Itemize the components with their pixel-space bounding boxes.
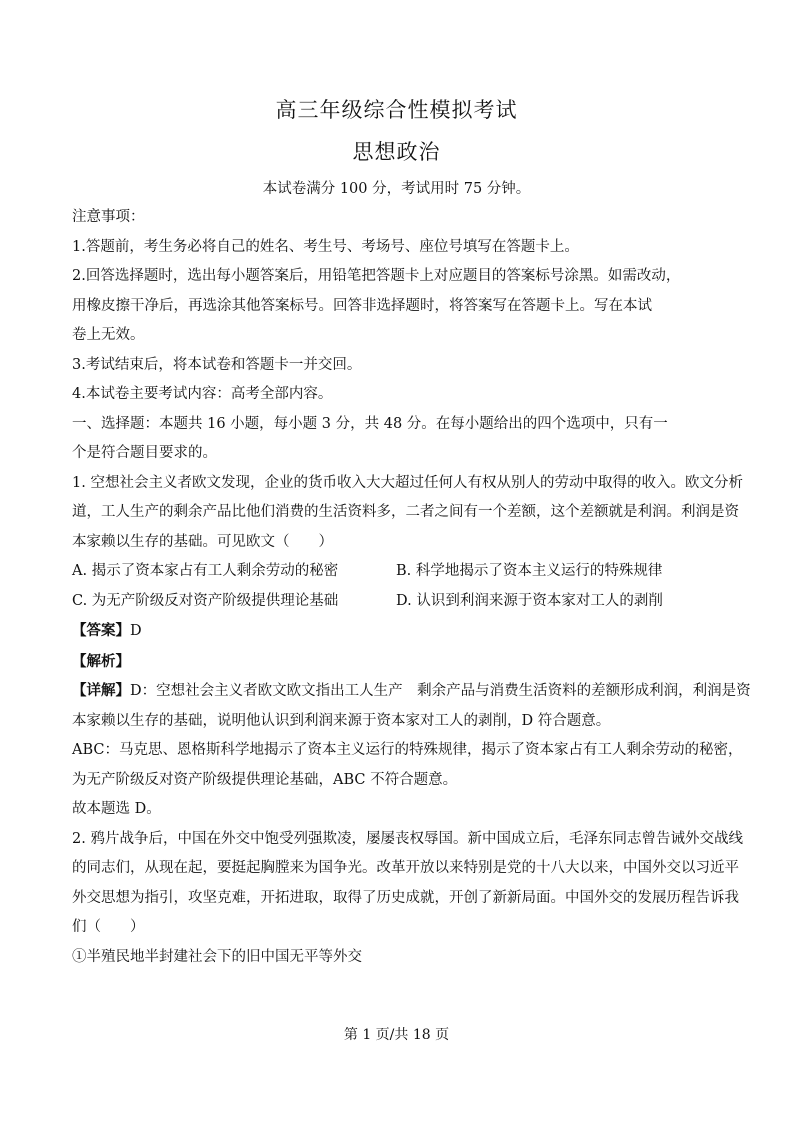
section-heading-line-2: 个是符合题目要求的。 <box>72 445 217 461</box>
q2-item-1: ①半殖民地半封建社会下的旧中国无平等外交 <box>72 948 362 965</box>
q1-option-a: A. 揭示了资本家占有工人剩余劳动的秘密 <box>72 563 339 579</box>
analysis-label: 【解析】 <box>72 652 130 670</box>
note-item-1: 1.答题前，考生务必将自己的姓名、考生号、考场号、座位号填写在答题卡上。 <box>72 238 579 255</box>
q2-stem-line-1: 2. 鸦片战争后，中国在外交中饱受列强欺凌，屡屡丧权辱国。新中国成立后，毛泽东同志曾告诫外交战线 <box>72 830 743 847</box>
exam-info: 本试卷满分 100 分，考试用时 75 分钟。 <box>262 181 531 197</box>
exam-body <box>72 203 751 972</box>
exam-title: 高三年级综合性模拟考试 <box>275 98 518 122</box>
answer-label: 【答案】 <box>72 622 130 639</box>
detail-text: D：空想社会主义者欧文欧文指出工人生产 剩余产品与消费生活资料的差额形成利润，利润是资 <box>130 683 751 699</box>
notes-heading: 注意事项： <box>72 209 145 225</box>
answer-value: D <box>130 623 142 639</box>
note-item-2-line-1: 2.回答选择题时，选出每小题答案后，用铅笔把答题卡上对应题目的答案标号涂黑。如需改动， <box>72 268 681 284</box>
section-heading-line-1: 一、选择题：本题共 16 小题，每小题 3 分，共 48 分。在每小题给出的四个选项中，只有一 <box>72 415 668 432</box>
q2-stem-line-2: 的同志们，从现在起，要挺起胸膛来为国争光。改革开放以来特别是党的十八大以来，中国外交以习近平 <box>72 860 739 876</box>
note-item-2-line-2: 用橡皮擦干净后，再选涂其他答案标号。回答非选择题时，将答案写在答题卡上。写在本试 <box>72 297 652 314</box>
q1-detail-line-4: 为无产阶级反对资产阶级提供理论基础，ABC 不符合题意。 <box>72 771 458 788</box>
note-item-4: 4.本试卷主要考试内容：高考全部内容。 <box>72 386 333 402</box>
q2-stem-line-3: 外交思想为指引，攻坚克难，开拓进取，取得了历史成就，开创了新新局面。中国外交的发展历程告诉我 <box>72 889 739 906</box>
note-item-3: 3.考试结束后，将本试卷和答题卡一并交回。 <box>72 356 362 373</box>
q1-stem-line-1: 1. 空想社会主义者欧文发现，企业的货币收入大大超过任何人有权从别人的劳动中取得的收入。欧文分析 <box>72 474 743 491</box>
q1-detail-line-2: 本家赖以生存的基础，说明他认识到利润来源于资本家对工人的剥削，D 符合题意。 <box>72 712 611 729</box>
q1-option-c: C. 为无产阶级反对资产阶级提供理论基础 <box>72 592 339 609</box>
q1-options-row-1 <box>72 557 722 587</box>
q1-stem-line-2: 道，工人生产的剩余产品比他们消费的生活资料多，二者之间有一个差额，这个差额就是利润。利润是资 <box>72 504 739 520</box>
subject-title: 思想政治 <box>352 140 441 164</box>
q1-option-b: B. 科学地揭示了资本主义运行的特殊规律 <box>396 563 663 579</box>
q1-detail-line-3: ABC：马克思、恩格斯科学地揭示了资本主义运行的特殊规律，揭示了资本家占有工人剩余劳动的秘密， <box>72 742 743 758</box>
detail-label: 【详解】 <box>72 682 130 699</box>
q1-stem-line-3: 本家赖以生存的基础。可见欧文（ ） <box>72 533 333 550</box>
q1-detail-line-1 <box>72 676 751 707</box>
page-number: 第 1 页/共 18 页 <box>343 1027 450 1043</box>
note-item-2-line-3: 卷上无效。 <box>72 327 145 343</box>
q1-answer <box>72 616 722 647</box>
q2-stem-line-4: 们（ ） <box>72 919 145 935</box>
q1-conclusion: 故本题选 D。 <box>72 801 161 817</box>
q1-option-d: D. 认识到利润来源于资本家对工人的剥削 <box>396 592 663 609</box>
q1-options-row-2 <box>72 587 722 617</box>
